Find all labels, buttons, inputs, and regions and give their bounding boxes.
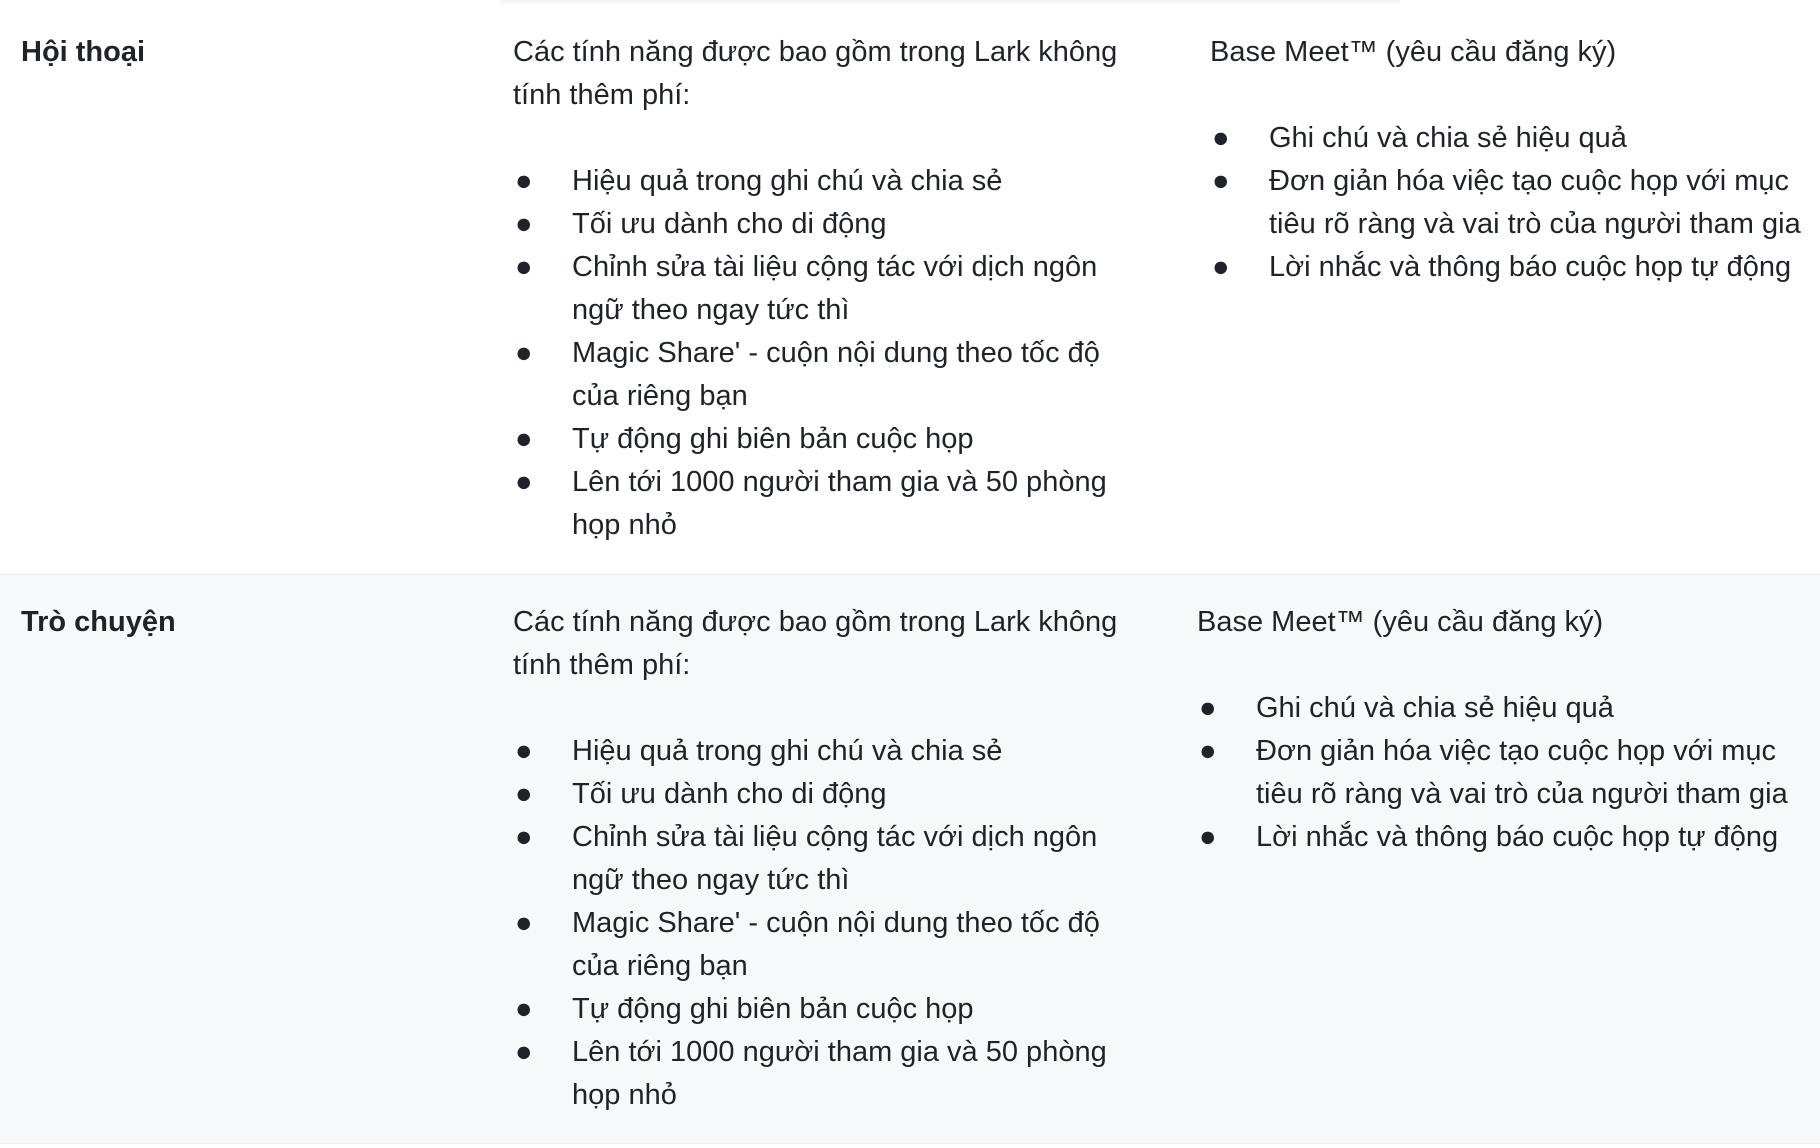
table-row <box>0 575 1820 1144</box>
list-item <box>1210 117 1810 160</box>
bullet-icon: ● <box>1199 692 1217 724</box>
bullet-icon: ● <box>515 423 533 455</box>
list-item-text: Đơn giản hóa việc tạo cuộc họp với mục tiêu rõ ràng và vai trò của người tham gia <box>1256 735 1788 810</box>
bullet-icon: ● <box>1199 821 1217 853</box>
list-item-text: Lời nhắc và thông báo cuộc họp tự động <box>1269 251 1792 283</box>
lark-features-cell <box>513 601 1133 1117</box>
bullet-icon: ● <box>1212 251 1230 283</box>
list-item-text: Magic Share' - cuộn nội dung theo tốc độ của riêng bạn <box>572 907 1100 982</box>
list-item <box>513 730 1133 773</box>
list-item-text: Đơn giản hóa việc tạo cuộc họp với mục tiêu rõ ràng và vai trò của người tham gia <box>1269 165 1801 240</box>
list-item-text: Hiệu quả trong ghi chú và chia sẻ <box>572 735 1003 767</box>
list-item <box>1210 246 1810 289</box>
row-heading: Hội thoại <box>21 36 146 68</box>
list-item <box>513 418 1133 461</box>
base-meet-cell <box>1197 601 1810 859</box>
bullet-icon: ● <box>515 337 533 369</box>
lark-feature-list <box>513 160 1133 547</box>
list-item <box>1197 730 1810 816</box>
row-heading: Trò chuyện <box>21 606 176 638</box>
bullet-icon: ● <box>515 735 533 767</box>
list-item-text: Chỉnh sửa tài liệu cộng tác với dịch ngôn ngữ theo ngay tức thì <box>572 251 1098 326</box>
bullet-icon: ● <box>515 165 533 197</box>
bullet-icon: ● <box>515 993 533 1025</box>
base-meet-feature-list <box>1210 117 1810 289</box>
list-item <box>513 160 1133 203</box>
bullet-icon: ● <box>515 466 533 498</box>
list-item-text: Lên tới 1000 người tham gia và 50 phòng họp nhỏ <box>572 466 1107 541</box>
list-item <box>513 203 1133 246</box>
table-row <box>0 5 1820 575</box>
list-item <box>1197 816 1810 859</box>
list-item-text: Hiệu quả trong ghi chú và chia sẻ <box>572 165 1003 197</box>
list-item-text: Magic Share' - cuộn nội dung theo tốc độ của riêng bạn <box>572 337 1100 412</box>
bullet-icon: ● <box>515 821 533 853</box>
list-item-text: Tự động ghi biên bản cuộc họp <box>572 993 974 1025</box>
base-meet-feature-list <box>1197 687 1810 859</box>
bullet-icon: ● <box>1212 165 1230 197</box>
list-item-text: Ghi chú và chia sẻ hiệu quả <box>1256 692 1614 724</box>
list-item <box>513 461 1133 547</box>
list-item <box>1210 160 1810 246</box>
lark-feature-list <box>513 730 1133 1117</box>
lark-intro-text: Các tính năng được bao gồm trong Lark không tính thêm phí: <box>513 606 1118 681</box>
list-item <box>1197 687 1810 730</box>
bullet-icon: ● <box>515 1036 533 1068</box>
base-meet-intro-text: Base Meet™ (yêu cầu đăng ký) <box>1197 606 1604 638</box>
list-item-text: Lời nhắc và thông báo cuộc họp tự động <box>1256 821 1779 853</box>
list-item <box>513 1031 1133 1117</box>
list-item-text: Lên tới 1000 người tham gia và 50 phòng họp nhỏ <box>572 1036 1107 1111</box>
bullet-icon: ● <box>1212 122 1230 154</box>
lark-intro-text: Các tính năng được bao gồm trong Lark không tính thêm phí: <box>513 36 1118 111</box>
base-meet-intro-text: Base Meet™ (yêu cầu đăng ký) <box>1210 36 1617 68</box>
bullet-icon: ● <box>515 778 533 810</box>
list-item-text: Ghi chú và chia sẻ hiệu quả <box>1269 122 1627 154</box>
list-item <box>513 988 1133 1031</box>
list-item <box>513 773 1133 816</box>
list-item <box>513 816 1133 902</box>
list-item <box>513 246 1133 332</box>
list-item-text: Tối ưu dành cho di động <box>572 778 887 810</box>
list-item <box>513 902 1133 988</box>
bullet-icon: ● <box>515 208 533 240</box>
bullet-icon: ● <box>515 907 533 939</box>
list-item-text: Tự động ghi biên bản cuộc họp <box>572 423 974 455</box>
bullet-icon: ● <box>515 251 533 283</box>
bullet-icon: ● <box>1199 735 1217 767</box>
list-item-text: Chỉnh sửa tài liệu cộng tác với dịch ngôn ngữ theo ngay tức thì <box>572 821 1098 896</box>
base-meet-cell <box>1210 31 1810 289</box>
list-item <box>513 332 1133 418</box>
lark-features-cell <box>513 31 1133 547</box>
list-item-text: Tối ưu dành cho di động <box>572 208 887 240</box>
feature-comparison-table <box>0 5 1820 1144</box>
